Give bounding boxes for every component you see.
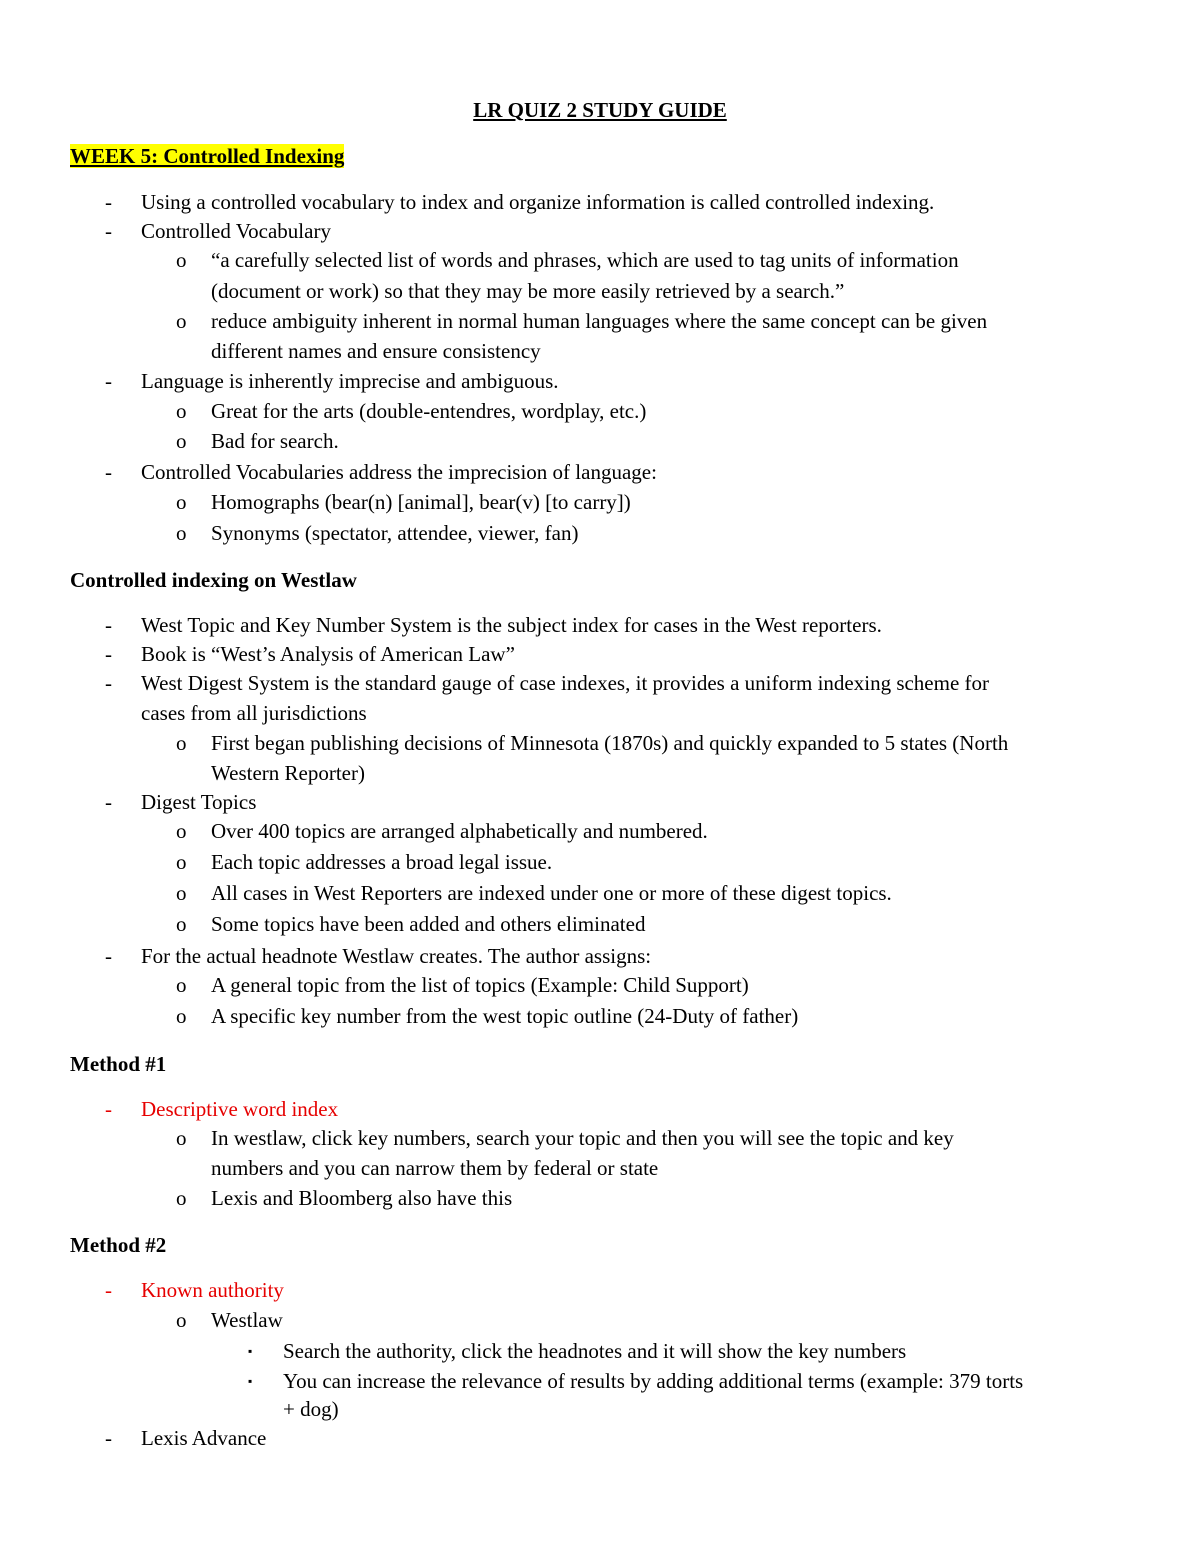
page-title: LR QUIZ 2 STUDY GUIDE <box>473 98 727 122</box>
circle-bullet: o <box>176 1186 187 1210</box>
square-bullet: ▪ <box>248 1374 253 1388</box>
sub-item-text: In westlaw, click key numbers, search your topic and then you will see the topic and key <box>211 1126 954 1150</box>
sub-sub-item-text: Search the authority, click the headnotes and it will show the key numbers <box>283 1339 907 1363</box>
sub-item-text: Great for the arts (double-entendres, wordplay, etc.) <box>211 399 647 423</box>
circle-bullet: o <box>176 1126 187 1150</box>
dash-bullet: - <box>105 671 112 695</box>
circle-bullet: o <box>176 399 187 423</box>
sub-item-text: “a carefully selected list of words and phrases, which are used to tag units of information <box>211 248 959 272</box>
dash-bullet: - <box>105 190 112 214</box>
list-item-text: Descriptive word index <box>141 1097 339 1121</box>
sub-item-text: Homographs (bear(n) [animal], bear(v) [to carry]) <box>211 490 631 514</box>
circle-bullet: o <box>176 429 187 453</box>
circle-bullet: o <box>176 912 187 936</box>
section-heading-method2: Method #2 <box>70 1233 167 1257</box>
circle-bullet: o <box>176 1004 187 1028</box>
circle-bullet: o <box>176 850 187 874</box>
list-item-text: West Topic and Key Number System is the subject index for cases in the West reporters. <box>141 613 882 637</box>
dash-bullet: - <box>105 613 112 637</box>
list-item-text: Language is inherently imprecise and ambiguous. <box>141 369 559 393</box>
sub-item-text: All cases in West Reporters are indexed under one or more of these digest topics. <box>211 881 892 905</box>
section-heading-westlaw: Controlled indexing on Westlaw <box>70 568 357 592</box>
dash-bullet: - <box>105 1426 112 1450</box>
sub-item-text: A specific key number from the west topic outline (24-Duty of father) <box>211 1004 799 1028</box>
list-item-continuation: cases from all jurisdictions <box>141 701 367 725</box>
list-item-text: For the actual headnote Westlaw creates. The author assigns: <box>141 944 652 968</box>
section-heading-week5 <box>70 143 344 169</box>
circle-bullet: o <box>176 490 187 514</box>
list-item-text: Known authority <box>141 1278 284 1302</box>
dash-bullet: - <box>105 1278 112 1302</box>
list-item-text: West Digest System is the standard gauge of case indexes, it provides a uniform indexing scheme for <box>141 671 990 695</box>
sub-item-text: reduce ambiguity inherent in normal human languages where the same concept can be given <box>211 309 988 333</box>
sub-sub-item-text: You can increase the relevance of results by adding additional terms (example: 379 torts <box>283 1369 1024 1393</box>
sub-item-continuation: Western Reporter) <box>211 761 365 785</box>
dash-bullet: - <box>105 944 112 968</box>
list-item-text: Controlled Vocabularies address the imprecision of language: <box>141 460 657 484</box>
sub-item-text: Westlaw <box>211 1308 283 1332</box>
sub-item-text: A general topic from the list of topics (Example: Child Support) <box>211 973 749 997</box>
circle-bullet: o <box>176 521 187 545</box>
dash-bullet: - <box>105 1097 112 1121</box>
dash-bullet: - <box>105 219 112 243</box>
sub-item-text: Over 400 topics are arranged alphabetically and numbered. <box>211 819 708 843</box>
sub-sub-item-continuation: + dog) <box>283 1397 339 1421</box>
circle-bullet: o <box>176 248 187 272</box>
sub-item-continuation: numbers and you can narrow them by federal or state <box>211 1156 659 1180</box>
dash-bullet: - <box>105 369 112 393</box>
dash-bullet: - <box>105 460 112 484</box>
circle-bullet: o <box>176 819 187 843</box>
sub-item-text: Each topic addresses a broad legal issue. <box>211 850 553 874</box>
sub-item-continuation: (document or work) so that they may be more easily retrieved by a search.” <box>211 279 845 303</box>
list-item-text: Controlled Vocabulary <box>141 219 331 243</box>
sub-item-text: Synonyms (spectator, attendee, viewer, fan) <box>211 521 579 545</box>
list-item-text: Lexis Advance <box>141 1426 267 1450</box>
sub-item-text: Lexis and Bloomberg also have this <box>211 1186 513 1210</box>
sub-item-continuation: different names and ensure consistency <box>211 339 541 363</box>
sub-item-text: Some topics have been added and others eliminated <box>211 912 646 936</box>
list-item-text: Book is “West’s Analysis of American Law” <box>141 642 515 666</box>
list-item-text: Using a controlled vocabulary to index and organize information is called controlled indexing. <box>141 190 935 214</box>
circle-bullet: o <box>176 731 187 755</box>
dash-bullet: - <box>105 642 112 666</box>
sub-item-text: First began publishing decisions of Minnesota (1870s) and quickly expanded to 5 states (North <box>211 731 1009 755</box>
section-heading-method1: Method #1 <box>70 1052 167 1076</box>
dash-bullet: - <box>105 790 112 814</box>
circle-bullet: o <box>176 973 187 997</box>
circle-bullet: o <box>176 881 187 905</box>
sub-item-text: Bad for search. <box>211 429 339 453</box>
list-item-text: Digest Topics <box>141 790 257 814</box>
square-bullet: ▪ <box>248 1344 253 1358</box>
circle-bullet: o <box>176 1308 187 1332</box>
highlighted-heading: WEEK 5: Controlled Indexing <box>70 144 345 168</box>
circle-bullet: o <box>176 309 187 333</box>
